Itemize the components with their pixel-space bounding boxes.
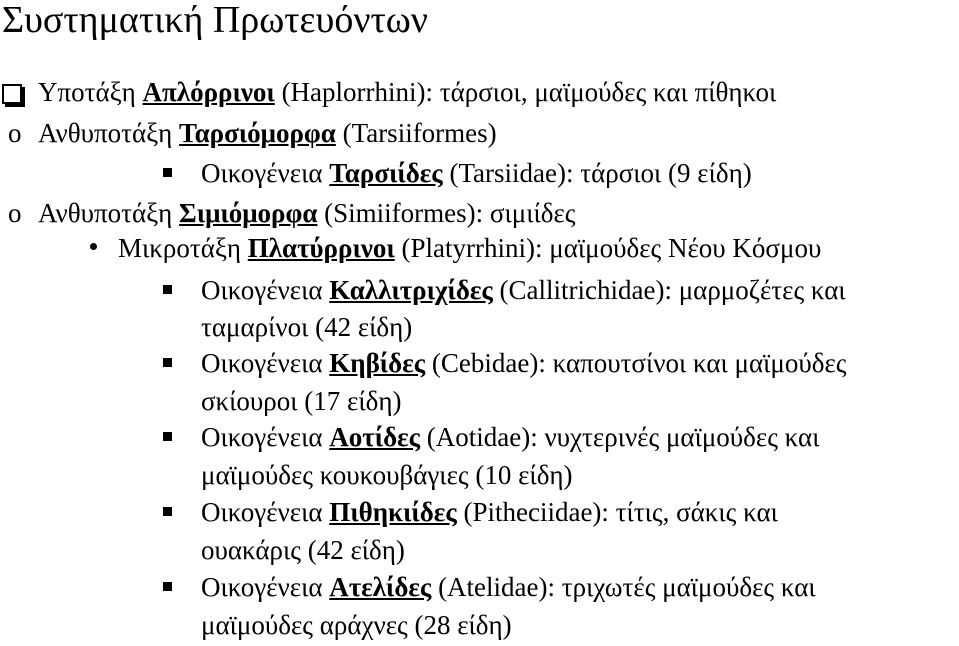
list-item: Ανθυποτάξη Ταρσιόμορφα (Tarsiiformes) xyxy=(38,118,497,148)
square-bullet-icon xyxy=(163,582,172,591)
list-item: Υποτάξη Απλόρρινοι (Haplorrhini): τάρσιοι, μαϊμούδες και πίθηκοι xyxy=(38,77,777,107)
taxon-name: Καλλιτριχίδες xyxy=(329,275,493,305)
list-item-continuation: ταμαρίνοι (42 είδη) xyxy=(201,312,413,342)
taxon-name: Ταρσιόμορφα xyxy=(179,118,336,148)
checkbox-bullet-icon xyxy=(2,84,22,104)
taxon-name: Σιμιόμορφα xyxy=(179,198,318,228)
taxon-name: Πλατύρρινοι xyxy=(247,233,395,263)
square-bullet-icon xyxy=(163,507,172,516)
list-item: Οικογένεια Ταρσιίδες (Tarsiidae): τάρσιοι (9 είδη) xyxy=(201,158,752,188)
list-item: Ανθυποτάξη Σιμιόμορφα (Simiiformes): σιμιίδες xyxy=(38,198,576,228)
list-item: Οικογένεια Πιθηκιίδες (Pitheciidae): τίτις, σάκις και xyxy=(201,497,778,527)
o-bullet-icon: o xyxy=(8,198,22,228)
list-item-continuation: μαϊμούδες αράχνες (28 είδη) xyxy=(201,610,512,640)
list-item: Οικογένεια Αοτίδες (Aotidae): νυχτερινές μαϊμούδες και xyxy=(201,422,820,452)
list-item: Οικογένεια Κηβίδες (Cebidae): καπουτσίνοι και μαϊμούδες xyxy=(201,348,847,378)
list-item: Μικροτάξη Πλατύρρινοι (Platyrrhini): μαϊμούδες Νέου Κόσμου xyxy=(118,233,822,263)
taxon-name: Αοτίδες xyxy=(329,422,421,452)
taxon-name: Απλόρρινοι xyxy=(142,77,275,107)
list-item: Οικογένεια Ατελίδες (Atelidae): τριχωτές μαϊμούδες και xyxy=(201,572,816,602)
taxon-name: Πιθηκιίδες xyxy=(329,497,457,527)
square-bullet-icon xyxy=(163,432,172,441)
list-item-continuation: ουακάρις (42 είδη) xyxy=(201,535,405,565)
taxon-name: Ατελίδες xyxy=(329,572,432,602)
taxon-name: Κηβίδες xyxy=(329,348,426,378)
page-title: Συστηματική Πρωτευόντων xyxy=(2,0,428,41)
list-item-continuation: μαϊμούδες κουκουβάγιες (10 είδη) xyxy=(201,460,573,490)
taxon-name: Ταρσιίδες xyxy=(329,158,443,188)
list-item-continuation: σκίουροι (17 είδη) xyxy=(201,386,402,416)
square-bullet-icon xyxy=(163,285,172,294)
square-bullet-icon xyxy=(163,358,172,367)
square-bullet-icon xyxy=(163,168,172,177)
o-bullet-icon: o xyxy=(8,118,22,148)
dot-bullet-icon xyxy=(90,243,97,250)
list-item: Οικογένεια Καλλιτριχίδες (Callitrichidae): μαρμοζέτες και xyxy=(201,275,846,305)
